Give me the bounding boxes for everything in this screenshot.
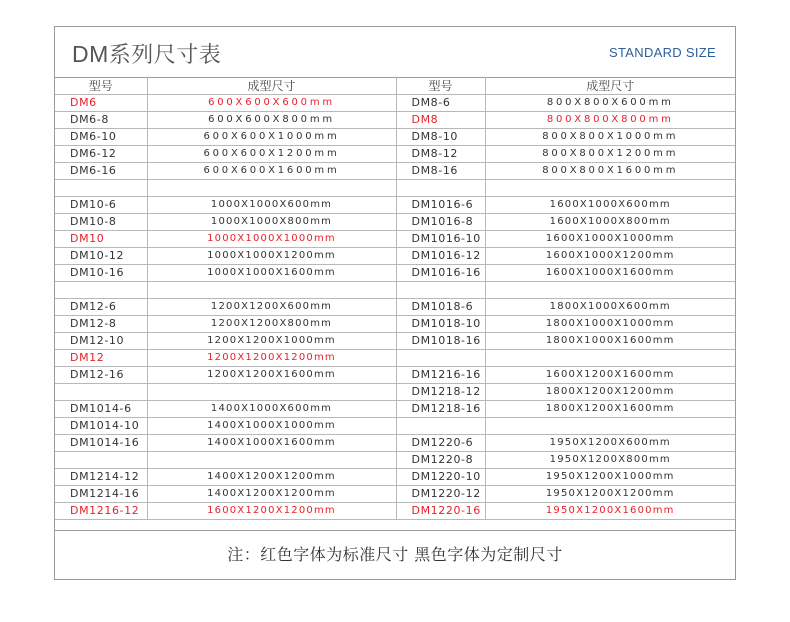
table-body <box>55 95 735 520</box>
size-cell: 1200X1200X800mm <box>147 316 396 333</box>
model-cell: DM1014-16 <box>55 435 147 452</box>
size-cell: 1200X1200X600mm <box>147 299 396 316</box>
table-row <box>55 350 735 367</box>
table-row <box>55 367 735 384</box>
model-cell: DM10-16 <box>55 265 147 282</box>
model-cell: DM1220-12 <box>396 486 485 503</box>
model-cell: DM12-16 <box>55 367 147 384</box>
size-cell: 1400X1000X600mm <box>147 401 396 418</box>
table-row <box>55 452 735 469</box>
model-cell: DM8 <box>396 112 485 129</box>
size-cell: 1950X1200X600mm <box>485 435 735 452</box>
model-cell: DM1220-10 <box>396 469 485 486</box>
model-cell: DM1014-6 <box>55 401 147 418</box>
model-cell: DM1018-6 <box>396 299 485 316</box>
note-divider <box>55 530 735 531</box>
size-cell: 1400X1200X1200mm <box>147 486 396 503</box>
model-cell <box>55 452 147 469</box>
title-latin: DM <box>72 41 109 67</box>
model-cell: DM10-12 <box>55 248 147 265</box>
table-row <box>55 180 735 197</box>
size-cell: 600X600X1600mm <box>147 163 396 180</box>
size-cell: 1950X1200X1600mm <box>485 503 735 520</box>
model-cell: DM12-10 <box>55 333 147 350</box>
table-row <box>55 248 735 265</box>
size-cell: 1950X1200X800mm <box>485 452 735 469</box>
size-cell: 1000X1000X1000mm <box>147 231 396 248</box>
size-cell: 1600X1000X1000mm <box>485 231 735 248</box>
header-size-right: 成型尺寸 <box>485 78 735 95</box>
size-cell: 1950X1200X1200mm <box>485 486 735 503</box>
table-row <box>55 418 735 435</box>
model-cell: DM10-8 <box>55 214 147 231</box>
table-row <box>55 163 735 180</box>
title-cjk: 系列尺寸表 <box>108 43 222 68</box>
size-cell: 800X800X1600mm <box>485 163 735 180</box>
model-cell: DM6-12 <box>55 146 147 163</box>
size-table <box>55 77 735 520</box>
size-cell: 1600X1000X600mm <box>485 197 735 214</box>
table-row <box>55 316 735 333</box>
size-cell: 1800X1200X1200mm <box>485 384 735 401</box>
model-cell: DM8-6 <box>396 95 485 112</box>
table-row <box>55 231 735 248</box>
page-title <box>72 38 221 69</box>
model-cell: DM1216-12 <box>55 503 147 520</box>
table-header-row <box>55 78 735 95</box>
table-row <box>55 299 735 316</box>
size-cell: 800X800X600mm <box>485 95 735 112</box>
size-cell: 1000X1000X600mm <box>147 197 396 214</box>
model-cell: DM12 <box>55 350 147 367</box>
size-cell <box>485 180 735 197</box>
model-cell: DM1216-16 <box>396 367 485 384</box>
size-cell: 1200X1200X1600mm <box>147 367 396 384</box>
model-cell: DM6-10 <box>55 129 147 146</box>
model-cell <box>396 418 485 435</box>
size-cell: 1800X1000X1600mm <box>485 333 735 350</box>
model-cell: DM1016-10 <box>396 231 485 248</box>
size-cell: 600X600X800mm <box>147 112 396 129</box>
table-row <box>55 214 735 231</box>
table-row <box>55 129 735 146</box>
model-cell <box>55 180 147 197</box>
table-row <box>55 333 735 350</box>
table-row <box>55 469 735 486</box>
size-cell: 800X800X1200mm <box>485 146 735 163</box>
table-row <box>55 503 735 520</box>
header-size-left: 成型尺寸 <box>147 78 396 95</box>
model-cell: DM10-6 <box>55 197 147 214</box>
size-cell: 600X600X1000mm <box>147 129 396 146</box>
size-cell: 800X800X800mm <box>485 112 735 129</box>
size-cell <box>485 418 735 435</box>
model-cell <box>396 350 485 367</box>
footnote: 注：红色字体为标准尺寸 黑色字体为定制尺寸 <box>227 545 563 564</box>
page-subtitle: STANDARD SIZE <box>609 45 716 60</box>
size-cell <box>147 282 396 299</box>
table-row <box>55 146 735 163</box>
model-cell <box>55 384 147 401</box>
model-cell: DM10 <box>55 231 147 248</box>
size-cell <box>485 282 735 299</box>
model-cell: DM8-10 <box>396 129 485 146</box>
size-cell <box>147 384 396 401</box>
size-cell <box>147 180 396 197</box>
size-cell: 1600X1000X800mm <box>485 214 735 231</box>
size-cell: 1000X1000X1600mm <box>147 265 396 282</box>
size-cell: 600X600X600mm <box>147 95 396 112</box>
size-cell: 1600X1200X1600mm <box>485 367 735 384</box>
table-row <box>55 112 735 129</box>
header-model-left: 型号 <box>55 78 147 95</box>
model-cell: DM6-8 <box>55 112 147 129</box>
table-row <box>55 486 735 503</box>
size-cell <box>485 350 735 367</box>
model-cell: DM1018-16 <box>396 333 485 350</box>
model-cell: DM1220-8 <box>396 452 485 469</box>
model-cell: DM1016-12 <box>396 248 485 265</box>
model-cell: DM6-16 <box>55 163 147 180</box>
size-cell: 1600X1000X1200mm <box>485 248 735 265</box>
size-cell: 1800X1000X600mm <box>485 299 735 316</box>
model-cell: DM1214-12 <box>55 469 147 486</box>
size-cell: 1000X1000X800mm <box>147 214 396 231</box>
size-cell: 1200X1200X1200mm <box>147 350 396 367</box>
size-cell: 1800X1000X1000mm <box>485 316 735 333</box>
size-cell <box>147 452 396 469</box>
model-cell: DM1014-10 <box>55 418 147 435</box>
table-row <box>55 95 735 112</box>
model-cell: DM1016-16 <box>396 265 485 282</box>
model-cell: DM1220-16 <box>396 503 485 520</box>
size-cell: 1400X1000X1000mm <box>147 418 396 435</box>
model-cell <box>55 282 147 299</box>
table-row <box>55 401 735 418</box>
model-cell: DM1218-12 <box>396 384 485 401</box>
header-model-right: 型号 <box>396 78 485 95</box>
table-row <box>55 384 735 401</box>
model-cell: DM1018-10 <box>396 316 485 333</box>
size-cell: 1600X1000X1600mm <box>485 265 735 282</box>
model-cell <box>396 282 485 299</box>
model-cell <box>396 180 485 197</box>
size-cell: 1400X1200X1200mm <box>147 469 396 486</box>
model-cell: DM8-12 <box>396 146 485 163</box>
size-cell: 1950X1200X1000mm <box>485 469 735 486</box>
size-cell: 1600X1200X1200mm <box>147 503 396 520</box>
model-cell: DM6 <box>55 95 147 112</box>
model-cell: DM12-6 <box>55 299 147 316</box>
model-cell: DM1214-16 <box>55 486 147 503</box>
size-cell: 1400X1000X1600mm <box>147 435 396 452</box>
table-row <box>55 265 735 282</box>
model-cell: DM1220-6 <box>396 435 485 452</box>
model-cell: DM1218-16 <box>396 401 485 418</box>
model-cell: DM1016-8 <box>396 214 485 231</box>
size-cell: 800X800X1000mm <box>485 129 735 146</box>
size-cell: 1200X1200X1000mm <box>147 333 396 350</box>
size-cell: 600X600X1200mm <box>147 146 396 163</box>
model-cell: DM1016-6 <box>396 197 485 214</box>
model-cell: DM12-8 <box>55 316 147 333</box>
table-row <box>55 197 735 214</box>
table-row <box>55 435 735 452</box>
size-cell: 1800X1200X1600mm <box>485 401 735 418</box>
model-cell: DM8-16 <box>396 163 485 180</box>
table-row <box>55 282 735 299</box>
size-cell: 1000X1000X1200mm <box>147 248 396 265</box>
